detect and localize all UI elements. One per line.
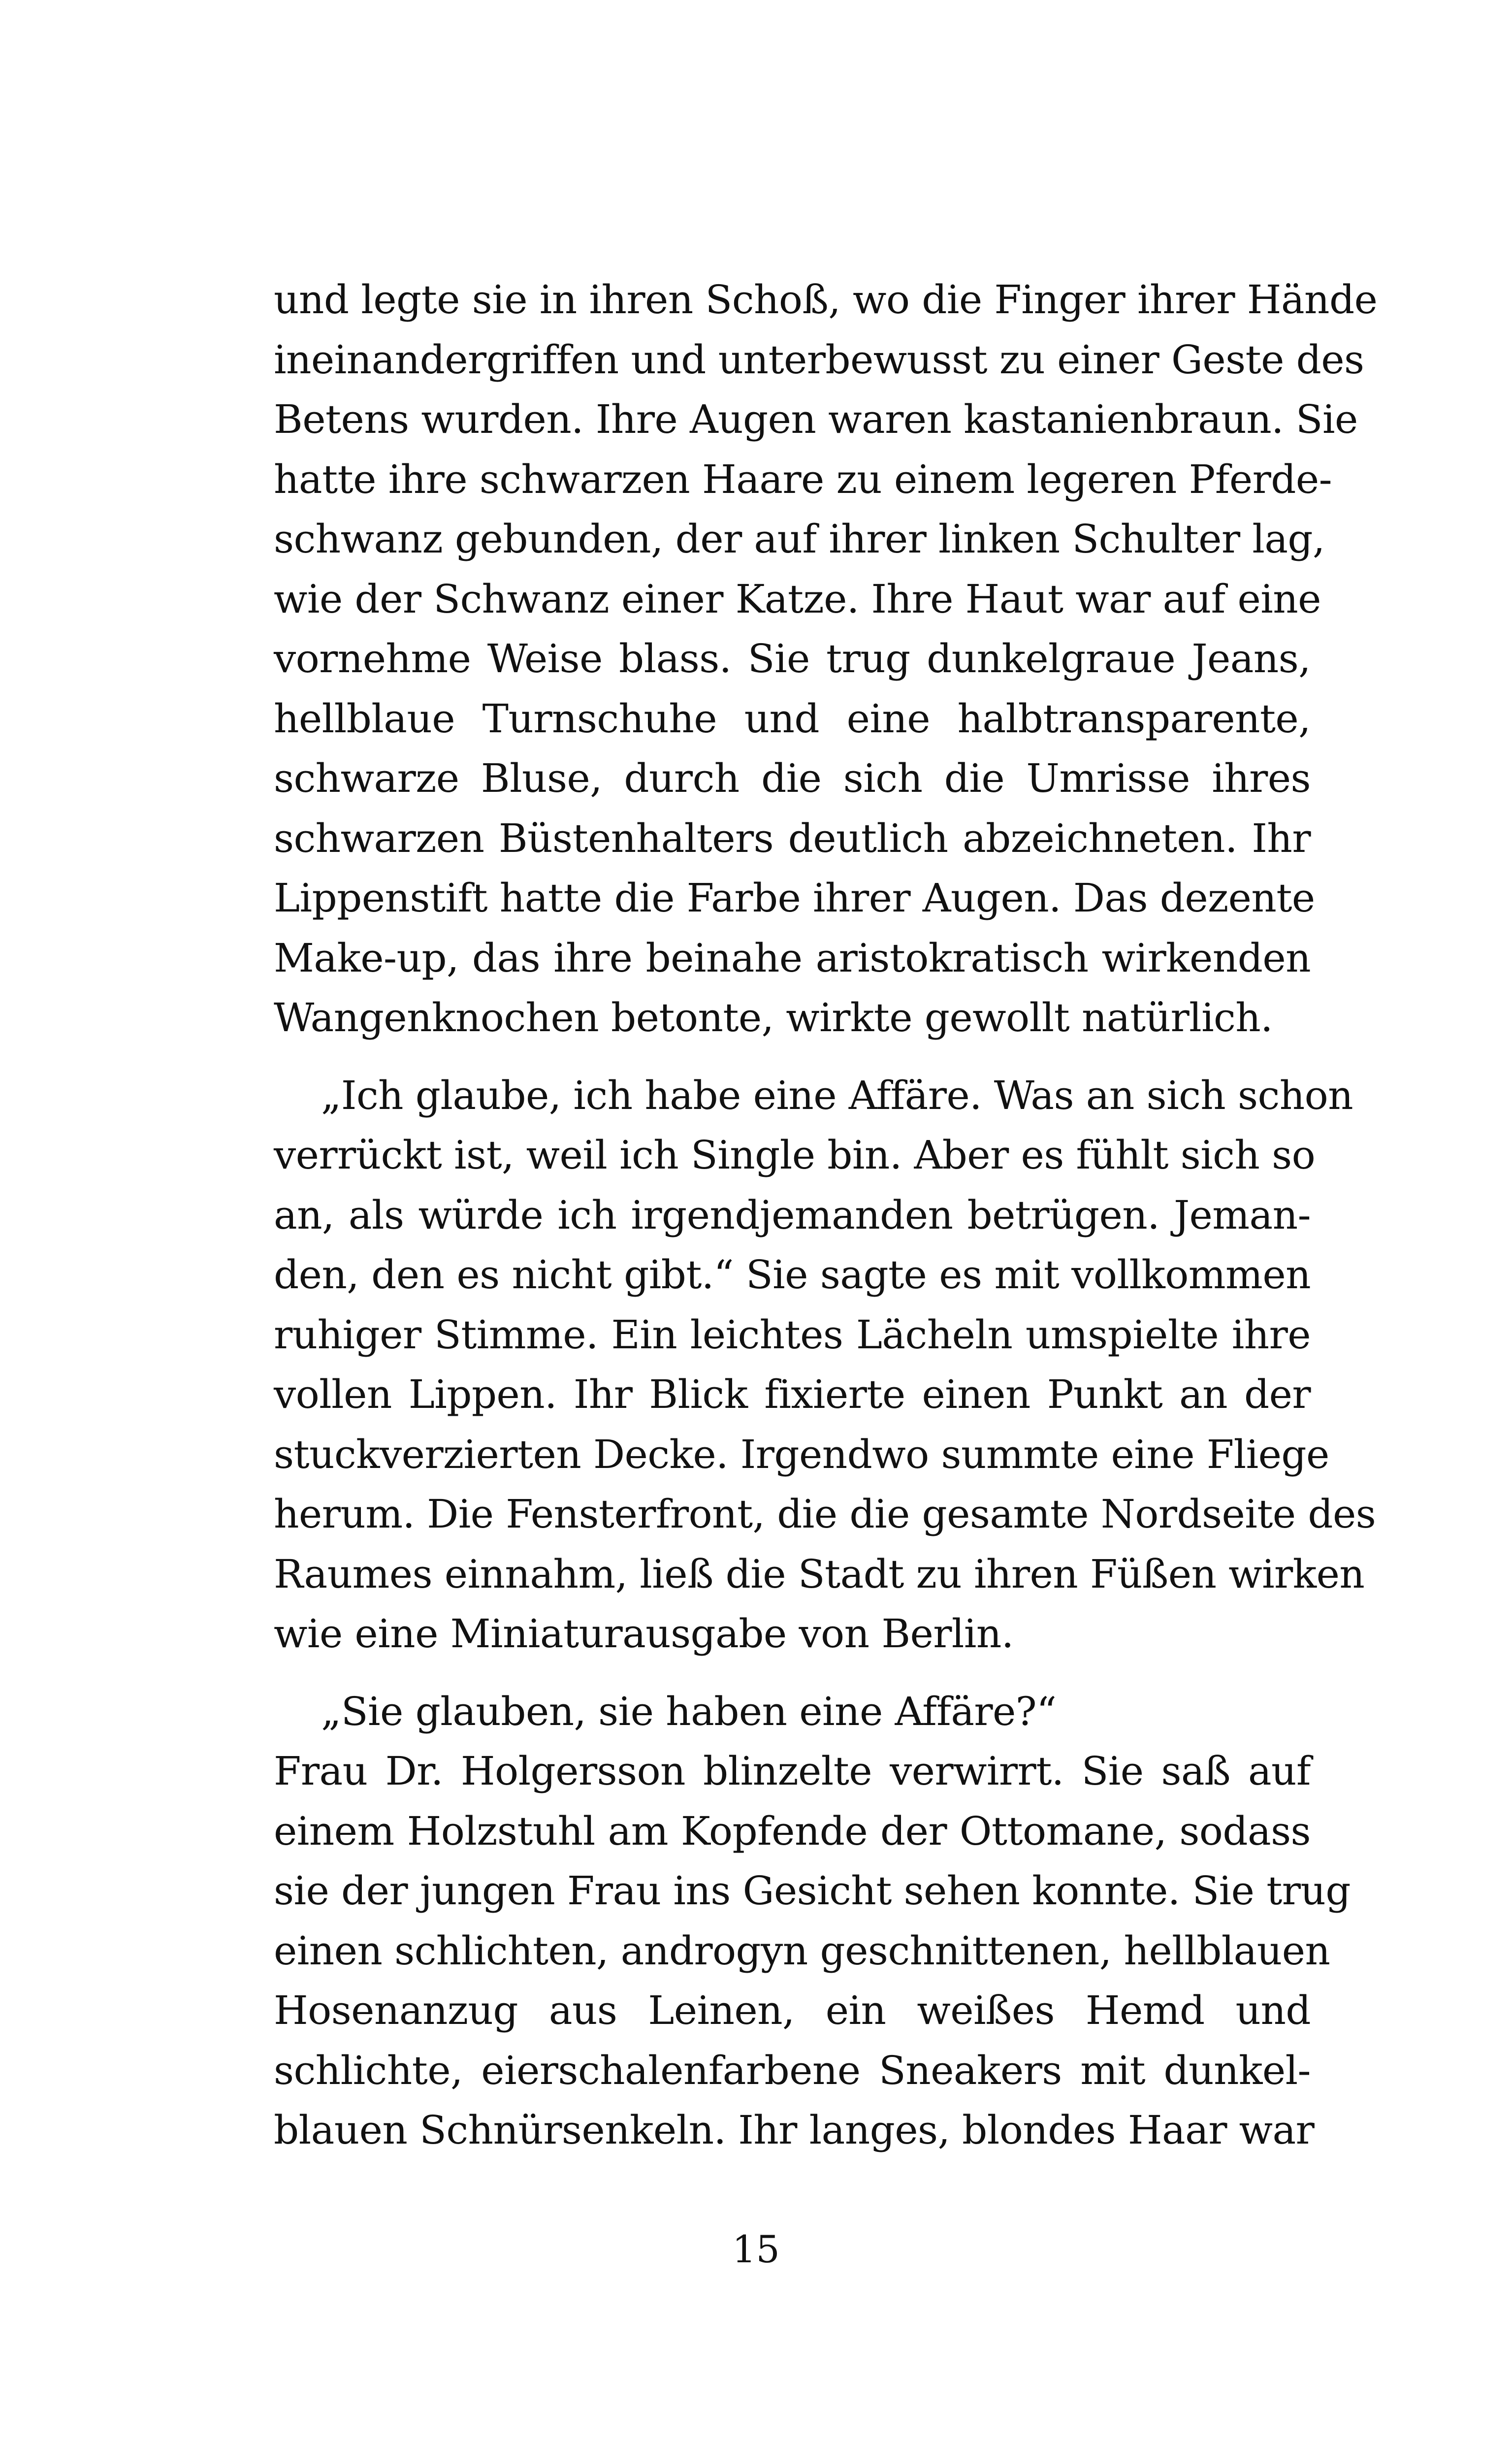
page-body (274, 270, 1378, 2160)
text-line: ineinandergriffen und unterbewusst zu einer Geste des (274, 336, 1364, 383)
paragraph-2 (274, 1066, 1376, 1664)
text-line: wie der Schwanz einer Katze. Ihre Haut war auf eine (274, 576, 1321, 622)
text-line: an, als würde ich irgendjemanden betrügen. Jeman- (274, 1192, 1311, 1238)
page-number: 15 (732, 2227, 780, 2271)
paragraph-gap (274, 1664, 1311, 1682)
text-line: vollen Lippen. Ihr Blick fixierte einen Punkt an der (274, 1371, 1311, 1417)
text-line: Wangenknochen betonte, wirkte gewollt natürlich. (274, 995, 1273, 1041)
text-line: wie eine Miniaturausgabe von Berlin. (274, 1611, 1014, 1657)
text-line: Betens wurden. Ihre Augen waren kastanienbraun. Sie (274, 396, 1358, 442)
text-line: Hosenanzug aus Leinen, ein weißes Hemd und (274, 1987, 1311, 2033)
text-line: ruhiger Stimme. Ein leichtes Lächeln umspielte ihre (274, 1311, 1311, 1358)
text-line: hellblaue Turnschuhe und eine halbtransparente, (274, 695, 1311, 742)
paragraph-1 (274, 270, 1378, 1048)
text-line: einem Holzstuhl am Kopfende der Ottomane, sodass (274, 1808, 1311, 1854)
text-line: herum. Die Fensterfront, die die gesamte Nordseite des (274, 1491, 1376, 1537)
text-line: schwanz gebunden, der auf ihrer linken Schulter lag, (274, 516, 1325, 562)
text-line: verrückt ist, weil ich Single bin. Aber es fühlt sich so (274, 1132, 1316, 1178)
text-line: stuckverzierten Decke. Irgendwo summte eine Fliege (274, 1431, 1329, 1477)
text-line: Raumes einnahm, ließ die Stadt zu ihren Füßen wirken (274, 1551, 1365, 1597)
paragraph-4 (274, 1741, 1351, 2160)
text-line: Make-up, das ihre beinahe aristokratisch wirkenden (274, 935, 1311, 981)
text-line: blauen Schnürsenkeln. Ihr langes, blondes Haar war (274, 2107, 1315, 2153)
text-line: hatte ihre schwarzen Haare zu einem legeren Pferde- (274, 456, 1332, 502)
text-line: sie der jungen Frau ins Gesicht sehen konnte. Sie trug (274, 1868, 1351, 1914)
text-line: schwarze Bluse, durch die sich die Umrisse ihres (274, 755, 1311, 801)
text-line: schlichte, eierschalenfarbene Sneakers mit dunkel- (274, 2047, 1311, 2093)
text-line: den, den es nicht gibt.“ Sie sagte es mit vollkommen (274, 1252, 1311, 1298)
text-line: einen schlichten, androgyn geschnittenen, hellblauen (274, 1927, 1330, 1974)
text-line: „Ich glaube, ich habe eine Affäre. Was an sich schon (321, 1072, 1353, 1118)
text-line: Lippenstift hatte die Farbe ihrer Augen. Das dezente (274, 875, 1315, 921)
paragraph-3 (274, 1682, 1311, 1742)
text-line: Frau Dr. Holgersson blinzelte verwirrt. Sie saß auf (274, 1748, 1311, 1794)
text-line: und legte sie in ihren Schoß, wo die Finger ihrer Hände (274, 277, 1378, 323)
text-line: vornehme Weise blass. Sie trug dunkelgraue Jeans, (274, 636, 1311, 682)
paragraph-gap (274, 1048, 1311, 1066)
text-line: schwarzen Büstenhalters deutlich abzeichneten. Ihr (274, 815, 1311, 861)
text-line: „Sie glauben, sie haben eine Affäre?“ (321, 1688, 1057, 1734)
